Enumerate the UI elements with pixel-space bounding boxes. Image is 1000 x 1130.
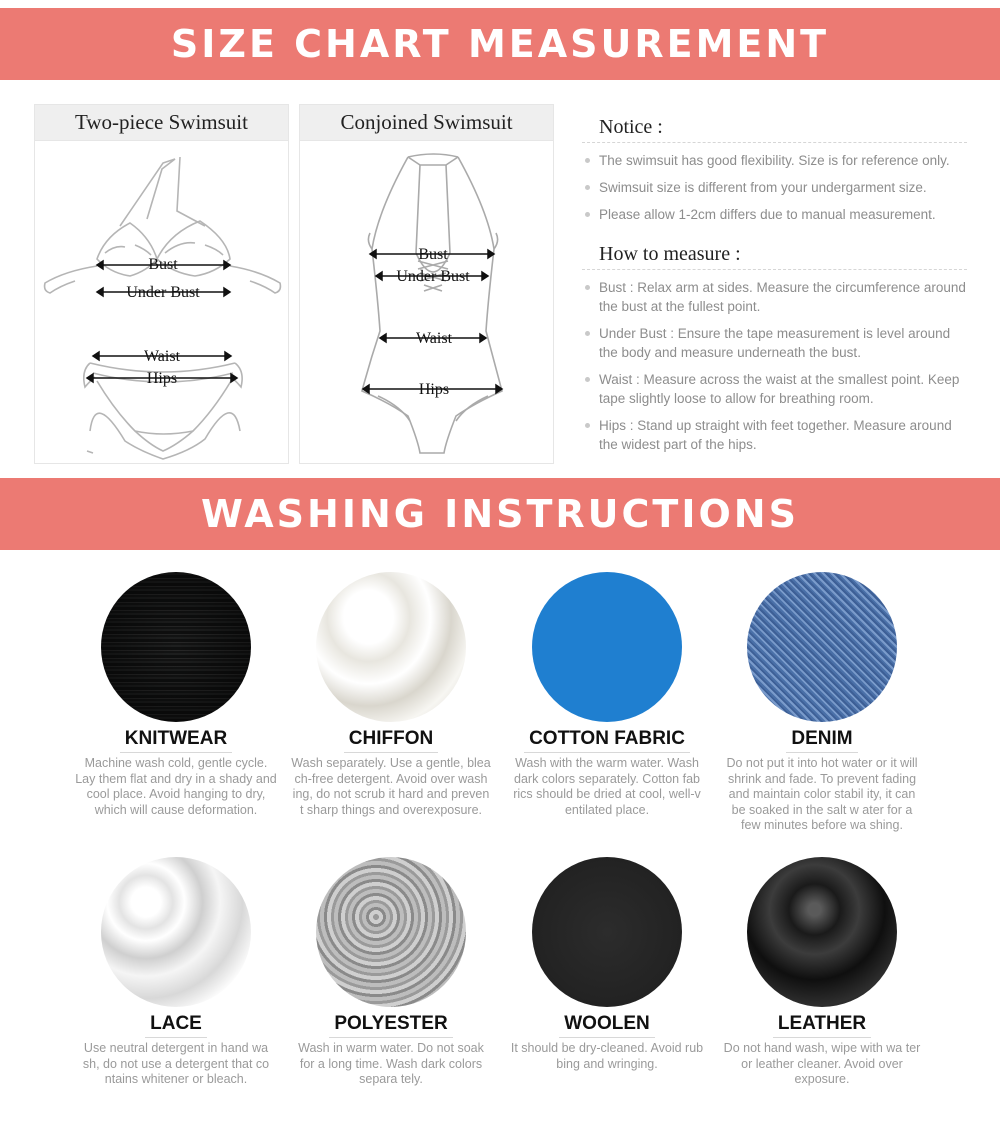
- two-piece-panel: [34, 104, 289, 464]
- leather-swatch: [747, 857, 897, 1007]
- list-item: Bust : Relax arm at sides. Measure the circumference around the bust at the fullest point.: [582, 278, 967, 316]
- fabric-description: Wash separately. Use a gentle, blea ch-free detergent. Avoid over wash ing, do not scrub it hard and preven t sharp things and overexposure.: [291, 756, 491, 817]
- fabric-name: LACE: [145, 1013, 207, 1038]
- notice-list: [582, 151, 967, 224]
- fabric-leather: [717, 857, 927, 1088]
- fabric-name: CHIFFON: [344, 728, 438, 753]
- denim-swatch: [747, 572, 897, 722]
- fabric-polyester: [286, 857, 496, 1088]
- list-item: Please allow 1-2cm differs due to manual measurement.: [582, 205, 967, 224]
- fabric-name: LEATHER: [773, 1013, 871, 1038]
- knitwear-swatch: [101, 572, 251, 722]
- fabric-description: Wash in warm water. Do not soak for a long time. Wash dark colors separa tely.: [298, 1041, 484, 1087]
- fabric-description: Do not hand wash, wipe with wa ter or leather cleaner. Avoid over exposure.: [723, 1041, 921, 1087]
- fabric-name: KNITWEAR: [120, 728, 232, 753]
- two-piece-under-bust-label: Under Bust: [126, 284, 200, 301]
- fabric-name: WOOLEN: [559, 1013, 655, 1038]
- fabric-lace: [71, 857, 281, 1088]
- size-chart-banner: SIZE CHART MEASUREMENT: [0, 8, 1000, 80]
- how-to-measure-list: [582, 278, 967, 454]
- list-item: Waist : Measure across the waist at the smallest point. Keep tape slightly loose to allow for breathing room.: [582, 370, 967, 408]
- fabric-description: Machine wash cold, gentle cycle. Lay them flat and dry in a shady and cool place. Avoid hanging to dry, which will cause deformation.: [75, 756, 277, 817]
- notice-heading: Notice :: [582, 116, 967, 143]
- washing-instructions-banner: WASHING INSTRUCTIONS: [0, 478, 1000, 550]
- chiffon-swatch: [316, 572, 466, 722]
- fabric-denim: [717, 572, 927, 834]
- two-piece-waist-label: Waist: [143, 348, 181, 365]
- polyester-swatch: [316, 857, 466, 1007]
- list-item: Hips : Stand up straight with feet together. Measure around the widest part of the hips.: [582, 416, 967, 454]
- fabric-knitwear: [71, 572, 281, 818]
- conjoined-panel: [299, 104, 554, 464]
- two-piece-hips-label: Hips: [146, 370, 178, 387]
- fabric-description: Do not put it into hot water or it will shrink and fade. To prevent fading and maintain color stabil ity, it can be soaked in the salt w ater for a few minutes before wa shing.: [726, 756, 918, 833]
- fabric-name: POLYESTER: [329, 1013, 452, 1038]
- fabric-description: Use neutral detergent in hand wa sh, do not use a detergent that co ntains whitener or bleach.: [82, 1041, 270, 1087]
- woolen-swatch: [532, 857, 682, 1007]
- fabric-cotton: [502, 572, 712, 818]
- two-piece-bust-label: Bust: [148, 256, 178, 273]
- two-piece-illustration: [35, 141, 290, 463]
- fabric-chiffon: [286, 572, 496, 818]
- fabric-description: It should be dry-cleaned. Avoid rub bing and wringing.: [510, 1041, 704, 1071]
- conjoined-bust-label: Bust: [418, 246, 448, 263]
- lace-swatch: [101, 857, 251, 1007]
- fabric-description: Wash with the warm water. Wash dark colors separately. Cotton fab rics should be dried at cool, well-v entilated place.: [513, 756, 701, 817]
- list-item: Under Bust : Ensure the tape measurement is level around the body and measure underneath the bust.: [582, 324, 967, 362]
- conjoined-waist-label: Waist: [415, 330, 453, 347]
- conjoined-hips-label: Hips: [418, 381, 450, 398]
- fabric-woolen: [502, 857, 712, 1072]
- list-item: The swimsuit has good flexibility. Size is for reference only.: [582, 151, 967, 170]
- how-to-measure-section: [582, 243, 967, 462]
- fabric-name: DENIM: [786, 728, 857, 753]
- conjoined-under-bust-label: Under Bust: [396, 268, 470, 285]
- conjoined-title: Conjoined Swimsuit: [300, 105, 553, 141]
- list-item: Swimsuit size is different from your undergarment size.: [582, 178, 967, 197]
- two-piece-title: Two-piece Swimsuit: [35, 105, 288, 141]
- cotton-swatch: [532, 572, 682, 722]
- fabric-name: COTTON FABRIC: [524, 728, 690, 753]
- notice-section: [582, 116, 967, 232]
- conjoined-illustration: [300, 141, 555, 463]
- how-to-measure-heading: How to measure :: [582, 243, 967, 270]
